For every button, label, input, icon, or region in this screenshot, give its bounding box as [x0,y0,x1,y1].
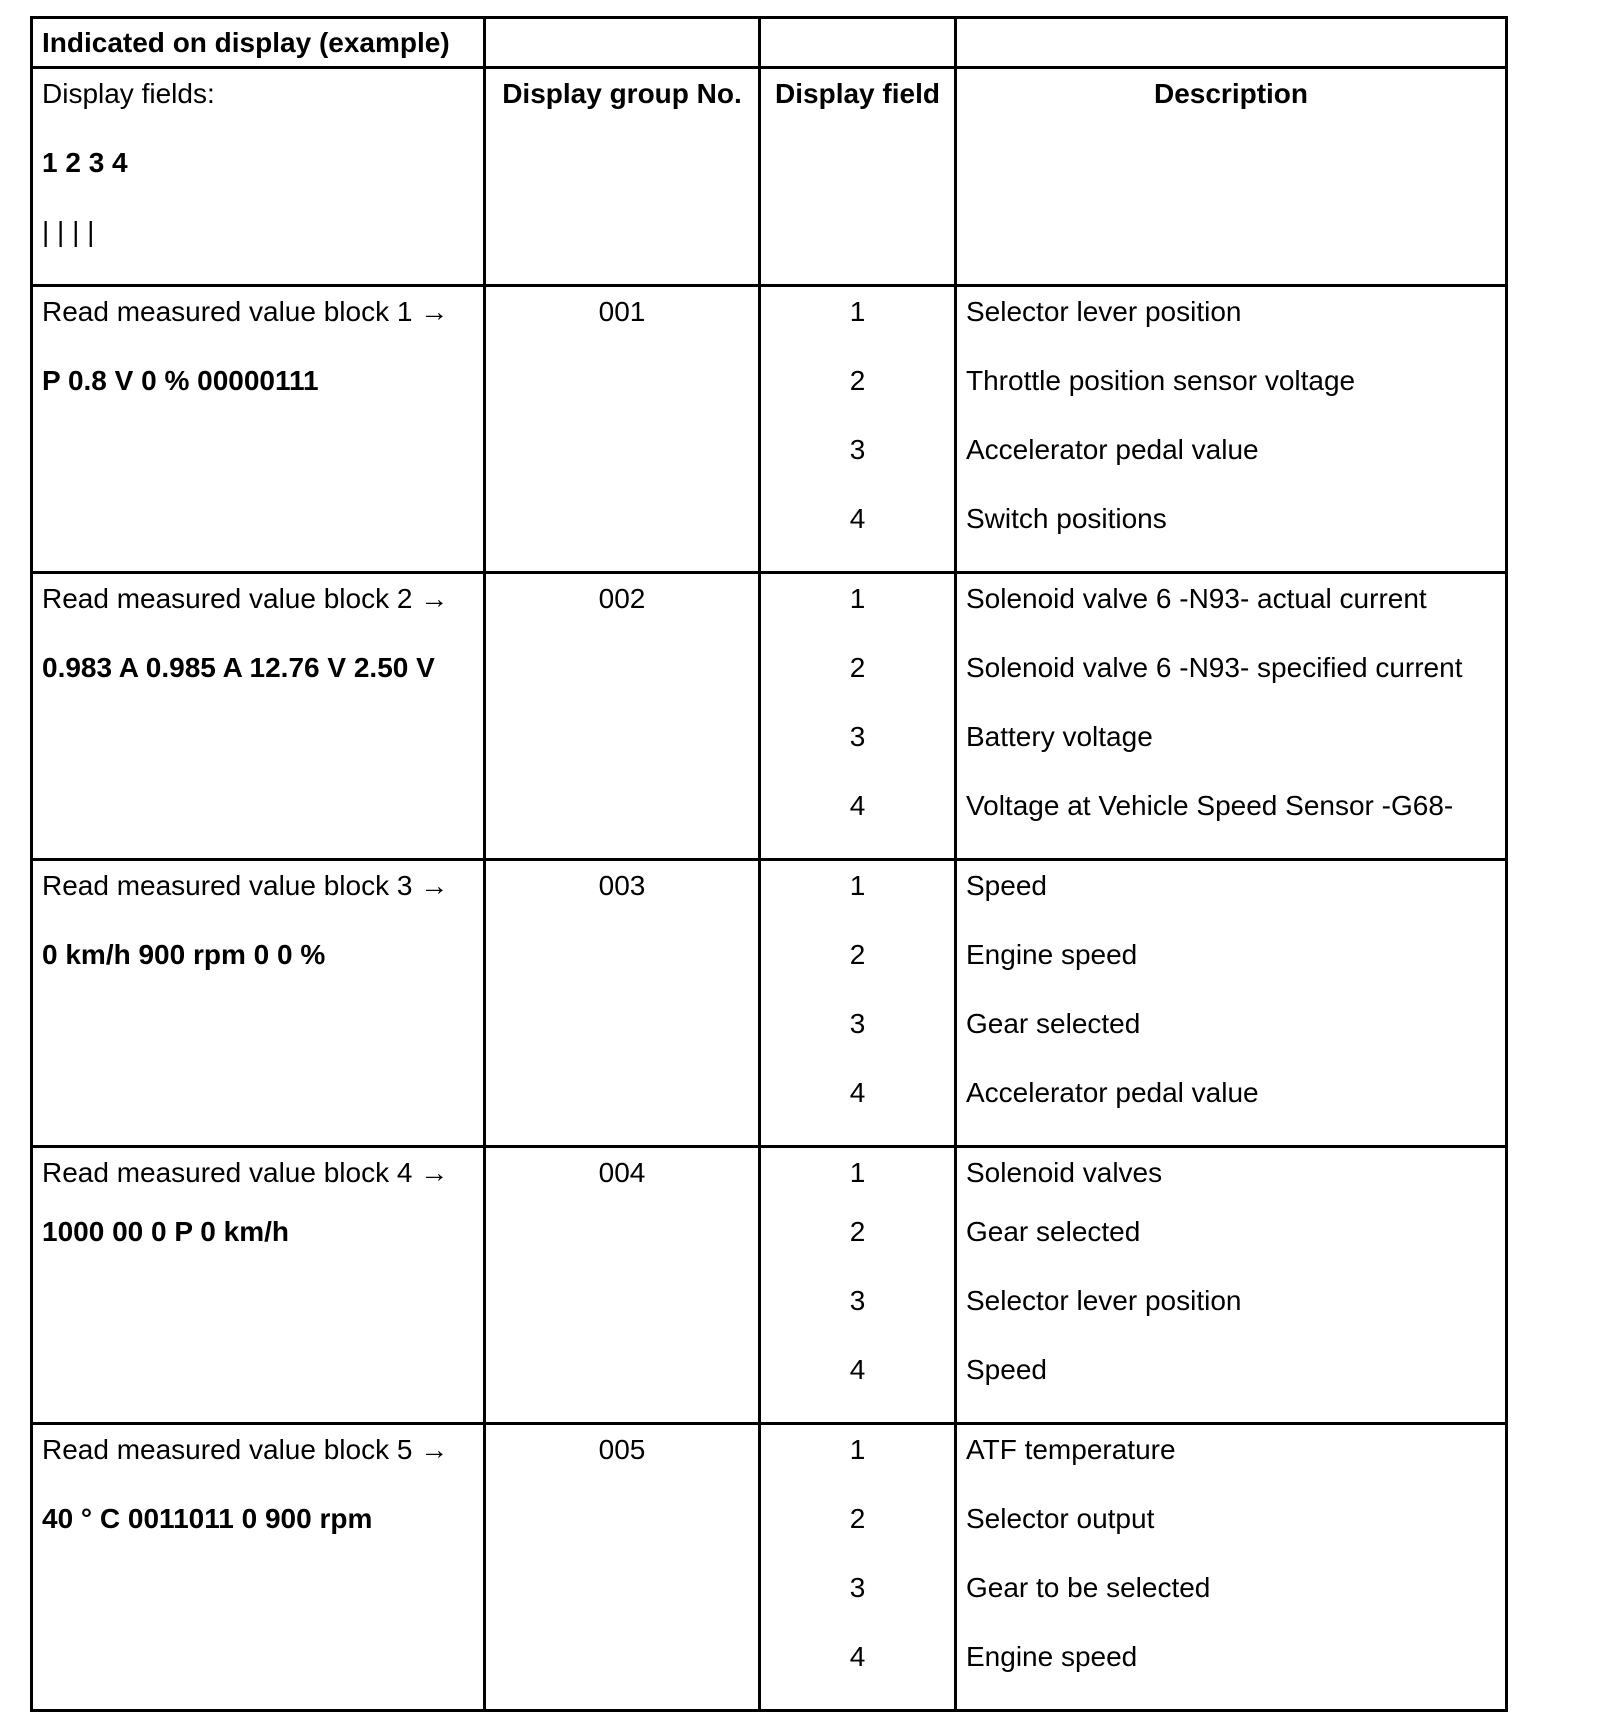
display-group-number: 001 [598,296,646,327]
display-group-number: 004 [598,1157,646,1188]
field-description: Solenoid valve 6 -N93- specified current [966,652,1463,683]
display-field-number: 4 [849,1077,866,1108]
block-info-cell [32,573,485,860]
display-field-markers: | | | | [42,216,95,247]
field-description: Selector lever position [966,1285,1242,1316]
display-fields-cell [32,68,485,286]
display-field-number: 1 [849,870,866,901]
group-number-cell [485,573,760,860]
field-description: Solenoid valves [966,1157,1163,1188]
column-header-group: Display group No. [502,78,742,109]
description-cell [956,860,1507,1147]
group-number-cell [485,286,760,573]
empty-header-cell [760,18,956,68]
description-cell [956,573,1507,860]
empty-header-cell [956,18,1507,68]
field-description: Accelerator pedal value [966,1077,1259,1108]
display-field-number: 3 [849,721,866,752]
block-example-value: 0 km/h 900 rpm 0 0 % [42,939,326,970]
field-number-cell [760,1424,956,1711]
block-example-value: 40 ° C 0011011 0 900 rpm [42,1503,373,1534]
group-header-cell [485,68,760,286]
field-description: Speed [966,1354,1047,1385]
field-description: Gear to be selected [966,1572,1211,1603]
block-example-value: 1000 00 0 P 0 km/h [42,1216,289,1247]
field-description: Switch positions [966,503,1167,534]
table-row [32,573,1507,860]
title-cell [32,18,485,68]
description-cell [956,1424,1507,1711]
display-fields-label: Display fields: [42,78,215,109]
display-group-number: 002 [598,583,646,614]
group-number-cell [485,860,760,1147]
field-number-cell [760,286,956,573]
block-label: Read measured value block 3 → [42,870,449,901]
table-row [32,1147,1507,1424]
block-info-cell [32,860,485,1147]
field-description: Accelerator pedal value [966,434,1259,465]
field-description: Gear selected [966,1216,1141,1247]
display-field-number: 1 [849,583,866,614]
display-field-number: 3 [849,1572,866,1603]
field-description: Solenoid valve 6 -N93- actual current [966,583,1427,614]
block-info-cell [32,286,485,573]
field-description: Speed [966,870,1047,901]
block-label: Read measured value block 4 → [42,1157,449,1188]
description-cell [956,286,1507,573]
group-number-cell [485,1424,760,1711]
field-description: ATF temperature [966,1434,1176,1465]
field-number-cell [760,860,956,1147]
display-field-number: 4 [849,1354,866,1385]
column-header-description: Description [1153,78,1309,109]
field-number-cell [760,1147,956,1424]
block-info-cell [32,1424,485,1711]
column-header-row [32,68,1507,286]
display-group-number: 005 [598,1434,646,1465]
block-info-cell [32,1147,485,1424]
table-row [32,860,1507,1147]
field-number-cell [760,573,956,860]
display-group-number: 003 [598,870,646,901]
measured-value-table [30,16,1508,1712]
field-description: Gear selected [966,1008,1141,1039]
display-field-number: 1 [849,1434,866,1465]
table-title: Indicated on display (example) [42,27,450,58]
display-field-number: 1 [849,1157,866,1188]
field-description: Battery voltage [966,721,1153,752]
display-field-number: 2 [849,1503,866,1534]
field-description: Voltage at Vehicle Speed Sensor -G68- [966,790,1454,821]
block-label: Read measured value block 1 → [42,296,449,327]
display-field-number: 2 [849,652,866,683]
display-field-number: 3 [849,434,866,465]
field-description: Throttle position sensor voltage [966,365,1356,396]
display-field-number: 1 [849,296,866,327]
description-cell [956,1147,1507,1424]
display-field-number: 3 [849,1008,866,1039]
display-field-number: 2 [849,365,866,396]
display-field-number: 4 [849,1641,866,1672]
field-header-cell [760,68,956,286]
field-description: Selector output [966,1503,1155,1534]
block-label: Read measured value block 5 → [42,1434,449,1465]
display-field-number: 4 [849,790,866,821]
table-row [32,1424,1507,1711]
block-label: Read measured value block 2 → [42,583,449,614]
empty-header-cell [485,18,760,68]
column-header-field: Display field [775,78,940,109]
display-field-number: 2 [849,1216,866,1247]
display-field-numbers: 1 2 3 4 [42,147,128,178]
field-description: Engine speed [966,939,1138,970]
display-field-number: 4 [849,503,866,534]
description-header-cell [956,68,1507,286]
table-title-row [32,18,1507,68]
table-row [32,286,1507,573]
display-field-number: 3 [849,1285,866,1316]
display-field-number: 2 [849,939,866,970]
field-description: Selector lever position [966,296,1242,327]
group-number-cell [485,1147,760,1424]
field-description: Engine speed [966,1641,1138,1672]
block-example-value: 0.983 A 0.985 A 12.76 V 2.50 V [42,652,435,683]
block-example-value: P 0.8 V 0 % 00000111 [42,365,319,396]
